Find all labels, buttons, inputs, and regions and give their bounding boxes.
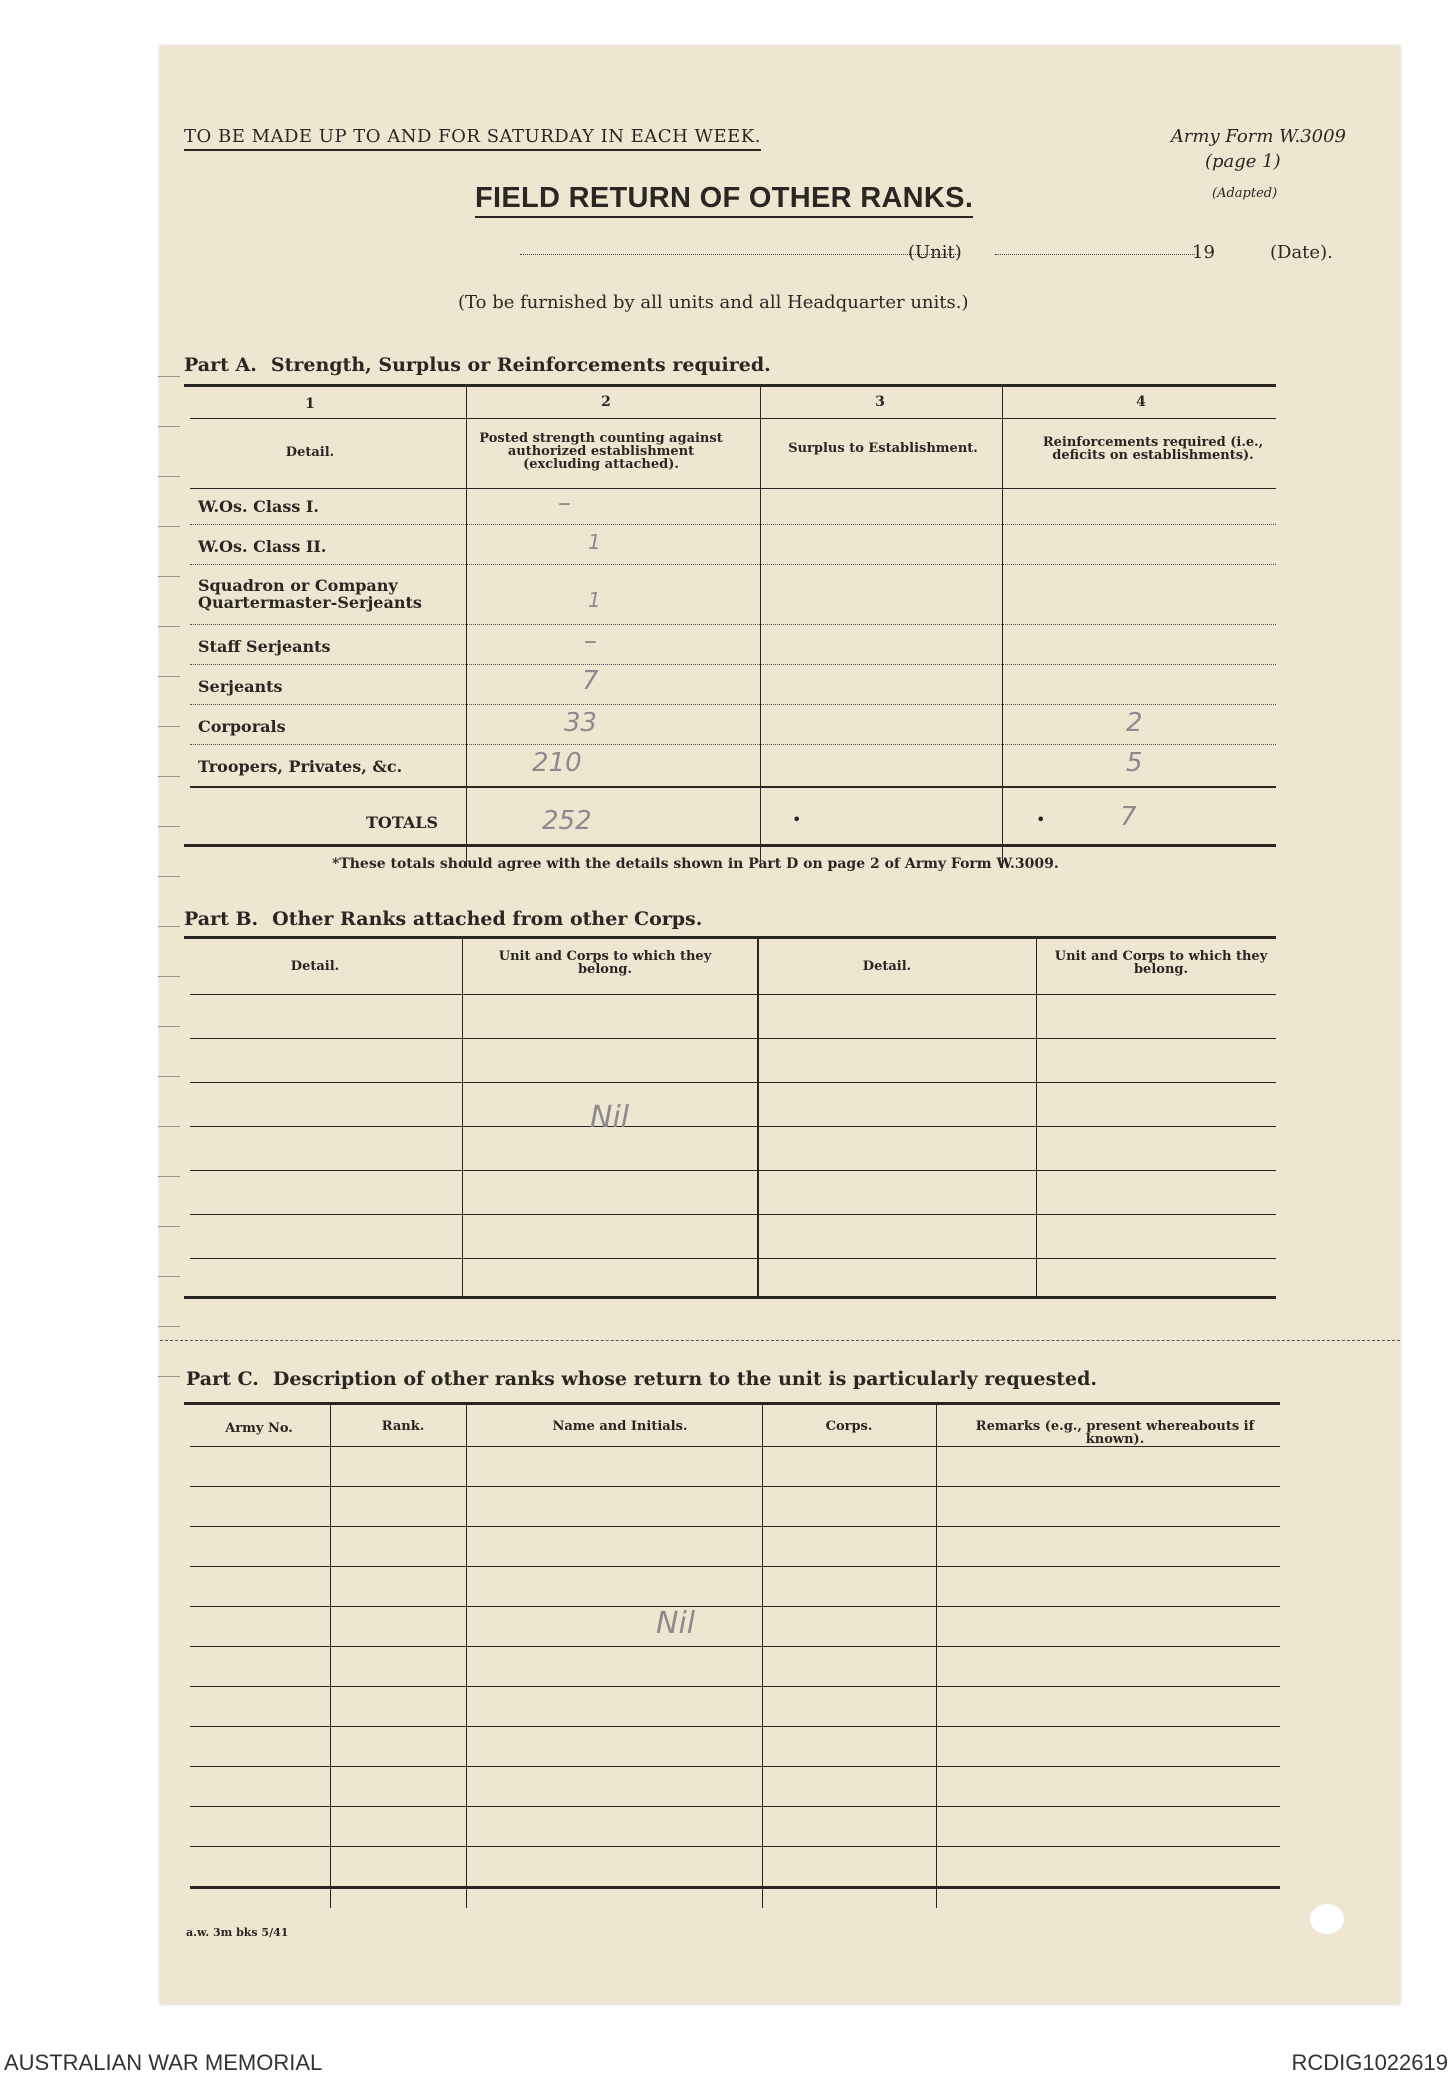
margin-tick (158, 576, 180, 577)
margin-tick (158, 1326, 180, 1327)
margin-tick (158, 826, 180, 827)
row-label-troopers: Troopers, Privates, &c. (198, 757, 403, 776)
row-line (190, 624, 1276, 625)
col-header-posted: Posted strength counting against authorized establishment (excluding attached). (479, 431, 723, 472)
army-form-id: Army Form W.3009 (1170, 126, 1346, 147)
margin-tick (158, 1126, 180, 1127)
part-b-title: Other Ranks attached from other Corps. (272, 908, 703, 930)
part-b-label: Part B. (184, 908, 259, 930)
year-label: 19 (1192, 242, 1215, 263)
column-divider (757, 936, 759, 1296)
column-divider (462, 936, 463, 1296)
date-label: (Date). (1270, 242, 1333, 263)
col-header-detail: Detail. (285, 445, 335, 460)
margin-tick (158, 1076, 180, 1077)
part-c-nil: Nil (656, 1606, 696, 1641)
part-c-header-remarks: Remarks (e.g., present whereabouts if known). (975, 1419, 1255, 1447)
column-divider (760, 384, 761, 868)
posted-total: 252 (542, 806, 592, 836)
part-a-label: Part A. (184, 354, 257, 376)
caption-left: AUSTRALIAN WAR MEMORIAL (4, 2050, 323, 2075)
rule (184, 384, 1276, 387)
reinforcements-total-marker: • (1036, 810, 1046, 829)
punch-hole (1310, 1904, 1344, 1934)
col-header-surplus: Surplus to Establishment. (788, 441, 978, 456)
reinforcements-corporals: 2 (1126, 708, 1143, 738)
row-line (190, 744, 1276, 745)
column-divider (1002, 384, 1003, 868)
row-line (190, 1258, 1276, 1259)
column-divider (330, 1402, 331, 1908)
print-code: a.w. 3m bks 5/41 (186, 1926, 289, 1939)
form-page (160, 46, 1400, 2004)
part-b-heading (184, 908, 716, 930)
rule (190, 488, 1276, 489)
form-adapted-note: (Adapted) (1212, 186, 1278, 201)
column-divider (466, 384, 467, 868)
row-line (190, 994, 1276, 995)
row-line (190, 1846, 1280, 1847)
reinforcements-total: 7 (1120, 802, 1137, 832)
col-number-2: 2 (601, 394, 611, 410)
margin-tick (158, 926, 180, 927)
margin-tick (158, 476, 180, 477)
row-line (190, 664, 1276, 665)
row-line (190, 1126, 1276, 1127)
margin-tick (158, 726, 180, 727)
form-page-number: (page 1) (1205, 151, 1281, 172)
column-divider (936, 1402, 937, 1908)
part-c-header-army-no: Army No. (225, 1421, 293, 1436)
col-number-1: 1 (305, 396, 315, 412)
column-divider (762, 1402, 763, 1908)
row-line (190, 1446, 1280, 1447)
row-line (190, 1082, 1276, 1083)
row-line (190, 1486, 1280, 1487)
posted-staff-serjeants: – (584, 626, 597, 656)
posted-wo-class-1: – (558, 488, 571, 518)
row-line (190, 1806, 1280, 1807)
part-b-header-detail-2: Detail. (862, 959, 912, 974)
furnished-note: (To be furnished by all units and all Headquarter units.) (458, 292, 969, 313)
rule (184, 1296, 1276, 1299)
row-line (190, 1038, 1276, 1039)
row-line (190, 1566, 1280, 1567)
row-label-wo-class-2: W.Os. Class II. (198, 537, 327, 556)
row-label-staff-serjeants: Staff Serjeants (198, 637, 331, 656)
part-b-header-unit-2: Unit and Corps to which they belong. (1054, 949, 1268, 977)
rule (190, 786, 1276, 788)
part-c-title: Description of other ranks whose return to the unit is particularly requested. (272, 1368, 1098, 1390)
column-divider (466, 1402, 467, 1908)
margin-tick (158, 1376, 180, 1377)
part-b-header-unit-1: Unit and Corps to which they belong. (498, 949, 712, 977)
part-a-heading (184, 354, 785, 376)
part-a-title: Strength, Surplus or Reinforcements required. (270, 354, 771, 376)
reinforcements-troopers: 5 (1126, 748, 1143, 778)
row-line (190, 1170, 1276, 1171)
rule (184, 936, 1276, 939)
row-line (190, 704, 1276, 705)
row-line (190, 564, 1276, 565)
rule (190, 418, 1276, 419)
part-c-heading (186, 1368, 1111, 1390)
margin-tick (158, 676, 180, 677)
row-label-wo-class-1: W.Os. Class I. (198, 497, 319, 516)
part-a-footnote: *These totals should agree with the details shown in Part D on page 2 of Army Form W.3009. (332, 856, 1059, 872)
row-line (190, 1726, 1280, 1727)
col-number-4: 4 (1136, 394, 1146, 410)
part-b-nil: Nil (590, 1100, 630, 1135)
part-c-header-rank: Rank. (381, 1419, 425, 1434)
margin-tick (158, 1176, 180, 1177)
row-line (190, 1646, 1280, 1647)
posted-troopers: 210 (532, 748, 582, 778)
unit-field[interactable] (520, 236, 960, 255)
row-line (190, 1686, 1280, 1687)
part-b-header-detail-1: Detail. (290, 959, 340, 974)
margin-tick (158, 976, 180, 977)
part-c-label: Part C. (186, 1368, 259, 1390)
row-line (190, 1766, 1280, 1767)
rule (184, 844, 1276, 847)
totals-label: TOTALS (366, 813, 439, 832)
part-c-header-name: Name and Initials. (552, 1419, 688, 1434)
perforation-line (160, 1340, 1400, 1341)
row-line (190, 1606, 1280, 1607)
margin-tick (158, 1276, 180, 1277)
row-line (190, 1886, 1280, 1889)
surplus-total-marker: • (792, 810, 802, 829)
posted-serjeants: 7 (582, 666, 599, 696)
weekly-instruction: TO BE MADE UP TO AND FOR SATURDAY IN EACH WEEK. (184, 126, 761, 151)
page-title: FIELD RETURN OF OTHER RANKS. (475, 182, 973, 218)
column-divider (1036, 936, 1037, 1296)
margin-tick (158, 426, 180, 427)
row-label-cqms: Squadron or Company Quartermaster-Serjeants (198, 576, 422, 612)
row-line (190, 524, 1276, 525)
margin-tick (158, 526, 180, 527)
posted-corporals: 33 (564, 708, 598, 738)
col-number-3: 3 (875, 394, 885, 410)
posted-wo-class-2: 1 (588, 530, 601, 554)
margin-tick (158, 376, 180, 377)
row-label-corporals: Corporals (198, 717, 286, 736)
posted-cqms: 1 (588, 588, 601, 612)
part-c-header-corps: Corps. (825, 1419, 873, 1434)
row-label-serjeants: Serjeants (198, 677, 283, 696)
unit-label: (Unit) (908, 242, 962, 263)
date-field[interactable] (995, 236, 1195, 255)
margin-tick (158, 1026, 180, 1027)
margin-tick (158, 876, 180, 877)
caption-right: RCDIG1022619 (1291, 2050, 1448, 2075)
row-line (190, 1526, 1280, 1527)
margin-tick (158, 1226, 180, 1227)
rule (184, 1402, 1280, 1405)
margin-tick (158, 626, 180, 627)
margin-tick (158, 776, 180, 777)
col-header-reinforcements: Reinforcements required (i.e., deficits on establishments). (1042, 435, 1264, 463)
row-line (190, 1214, 1276, 1215)
